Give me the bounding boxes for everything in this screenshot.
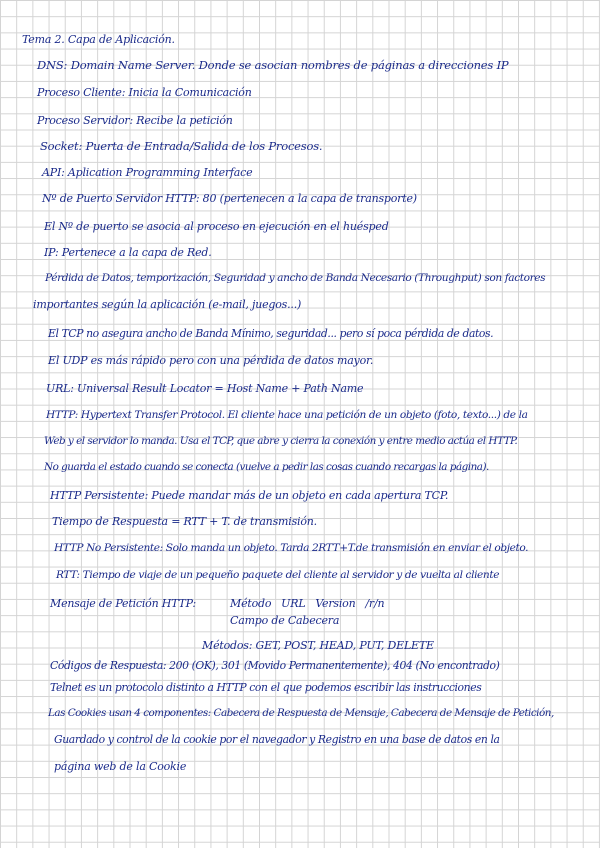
note-line: Las Cookies usan 4 componentes: Cabecera de Respuesta de Mensaje, Cabecera de Mensaje de Petición, [48, 707, 554, 719]
note-line: HTTP Persistente: Puede mandar más de un objeto en cada apertura TCP. [50, 489, 449, 502]
note-line: página web de la Cookie [54, 760, 187, 773]
note-line: Campo de Cabecera [230, 614, 340, 627]
note-line: URL: Universal Result Locator = Host Name + Path Name [46, 382, 364, 395]
note-line: Métodos: GET, POST, HEAD, PUT, DELETE [202, 639, 434, 652]
note-line: Nº de Puerto Servidor HTTP: 80 (pertenecen a la capa de transporte) [42, 192, 417, 205]
note-line: Proceso Servidor: Recibe la petición [37, 114, 233, 127]
note-line: Tiempo de Respuesta = RTT + T. de transmisión. [52, 515, 317, 528]
note-line: Proceso Cliente: Inicia la Comunicación [37, 86, 252, 99]
note-line: No guarda el estado cuando se conecta (vuelve a pedir las cosas cuando recargas la página). [44, 461, 489, 473]
note-line: RTT: Tiempo de viaje de un pequeño paquete del cliente al servidor y de vuelta al cliente [56, 569, 500, 581]
note-line: HTTP No Persistente: Solo manda un objeto. Tarda 2RTT+T.de transmisión en enviar el objeto. [54, 542, 529, 554]
note-line: Web y el servidor lo manda. Usa el TCP, que abre y cierra la conexión y entre medio actúa el HTTP. [44, 435, 518, 447]
note-line: Guardado y control de la cookie por el navegador y Registro en una base de datos en la [54, 733, 500, 746]
note-line: Mensaje de Petición HTTP: [50, 597, 196, 610]
note-line: importantes según la aplicación (e-mail, juegos...) [33, 298, 302, 311]
notes-title: Tema 2. Capa de Aplicación. [22, 33, 175, 46]
note-line: IP: Pertenece a la capa de Red. [44, 246, 212, 259]
note-line: Pérdida de Datos, temporización, Seguridad y ancho de Banda Necesario (Throughput) son factores [45, 272, 546, 284]
note-line: Método URL Version /r/n [230, 597, 385, 610]
note-line: Códigos de Respuesta: 200 (OK), 301 (Movido Permanentemente), 404 (No encontrado) [50, 659, 500, 672]
note-line: El Nº de puerto se asocia al proceso en ejecución en el huésped [44, 220, 389, 233]
note-line: El UDP es más rápido pero con una pérdida de datos mayor. [48, 354, 374, 367]
note-line: HTTP: Hypertext Transfer Protocol. El cliente hace una petición de un objeto (foto, texto...) de la [46, 409, 528, 421]
note-line: API: Aplication Programming Interface [42, 166, 253, 179]
note-line: DNS: Domain Name Server. Donde se asocian nombres de páginas a direcciones IP [37, 58, 509, 72]
note-line: Telnet es un protocolo distinto a HTTP con el que podemos escribir las instrucciones [50, 681, 482, 694]
note-line: El TCP no asegura ancho de Banda Mínimo, seguridad... pero sí poca pérdida de datos. [48, 327, 494, 340]
note-line: Socket: Puerta de Entrada/Salida de los Procesos. [40, 139, 323, 153]
